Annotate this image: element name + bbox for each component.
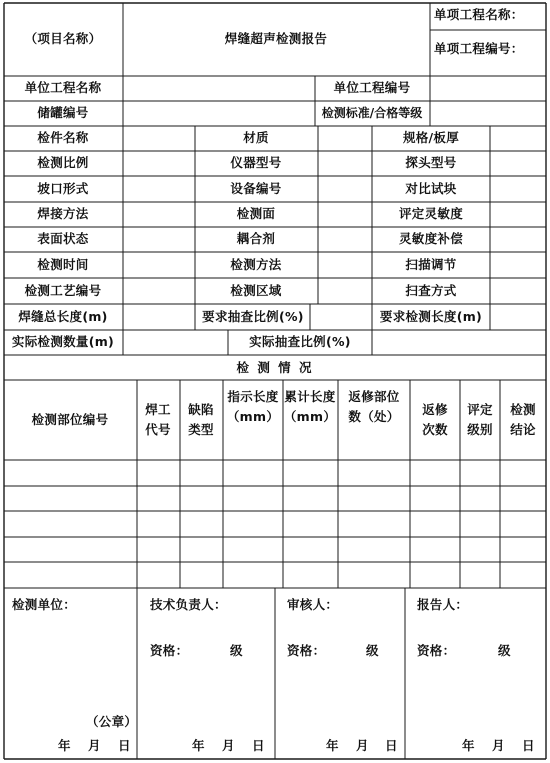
scan-adjust-label: 扫描调节	[405, 257, 457, 272]
required-length-label: 要求检测长度(m)	[379, 309, 483, 324]
surface-label: 表面状态	[37, 231, 89, 246]
date-month-3: 月	[356, 738, 369, 753]
col-conclusion: 检测结论	[510, 402, 536, 437]
groove-label: 坡口形式	[37, 181, 89, 196]
probe-label: 探头型号	[405, 155, 457, 170]
date-day-1: 日	[118, 738, 131, 753]
method-label: 检测方法	[230, 257, 282, 272]
col-repair-times: 返修次数	[422, 402, 448, 437]
col-repair-count: 返修部位数（处）	[348, 389, 400, 424]
test-block-label: 对比试块	[405, 181, 457, 196]
required-ratio-label: 要求抽查比例(%)	[202, 309, 304, 324]
scan-mode-label: 扫查方式	[405, 283, 457, 298]
item-name-label: 单项工程名称：	[434, 7, 524, 22]
seal-label: （公章）	[86, 714, 138, 729]
col-defect: 缺陷类型	[188, 402, 214, 437]
process-no-label: 检测工艺编号	[24, 283, 102, 298]
tech-lead-label: 技术负责人：	[150, 597, 227, 612]
date-year-4: 年	[462, 738, 475, 753]
sensitivity-label: 评定灵敏度	[398, 206, 464, 221]
reviewer-label: 审核人：	[287, 597, 339, 612]
date-day-4: 日	[522, 738, 535, 753]
reviewer-level-label: 级	[366, 643, 379, 658]
actual-count-label: 实际检测数量(m)	[11, 334, 115, 349]
date-year-2: 年	[192, 738, 205, 753]
tank-no-label: 储罐编号	[37, 105, 89, 120]
date-year-3: 年	[326, 738, 339, 753]
material-label: 材质	[243, 130, 269, 145]
instrument-label: 仪器型号	[230, 155, 282, 170]
reporter-qual-label: 资格：	[417, 643, 456, 658]
project-name-label: （项目名称）	[24, 31, 102, 46]
report-title: 焊缝超声检测报告	[224, 31, 328, 46]
date-month-1: 月	[88, 738, 101, 753]
inspection-section-title: 检 测 情 况	[236, 360, 314, 375]
date-year-1: 年	[58, 738, 71, 753]
tech-level-label: 级	[230, 643, 243, 658]
couplant-label: 耦合剂	[236, 231, 276, 246]
spec-label: 规格/板厚	[402, 130, 460, 145]
reporter-level-label: 级	[498, 643, 511, 658]
date-month-4: 月	[492, 738, 505, 753]
unit-name-label: 单位工程名称	[24, 80, 102, 95]
test-face-label: 检测面	[236, 206, 276, 221]
col-grade: 评定级别	[467, 402, 493, 437]
weld-method-label: 焊接方法	[37, 206, 89, 221]
date-month-2: 月	[222, 738, 235, 753]
col-cumulative: 累计长度（mm）	[283, 389, 337, 424]
part-name-label: 检件名称	[37, 130, 89, 145]
tech-qual-label: 资格：	[150, 643, 189, 658]
date-day-2: 日	[252, 738, 265, 753]
item-code-label: 单项工程编号：	[434, 41, 524, 56]
actual-ratio-label: 实际抽查比例(%)	[249, 334, 351, 349]
reporter-label: 报告人：	[417, 597, 469, 612]
standard-label: 检测标准/合格等级	[321, 106, 423, 120]
total-length-label: 焊缝总长度(m)	[18, 309, 108, 324]
org-label: 检测单位：	[12, 597, 77, 612]
unit-code-label: 单位工程编号	[333, 80, 411, 95]
col-welder: 焊工代号	[145, 402, 171, 437]
area-label: 检测区域	[230, 283, 282, 298]
col-indication: 指示长度（mm）	[226, 389, 280, 424]
ratio-label: 检测比例	[37, 155, 89, 170]
date-day-3: 日	[385, 738, 398, 753]
time-label: 检测时间	[37, 257, 89, 272]
reviewer-qual-label: 资格：	[287, 643, 326, 658]
col-part-no: 检测部位编号	[31, 412, 109, 427]
equipment-label: 设备编号	[230, 181, 282, 196]
compensation-label: 灵敏度补偿	[398, 231, 464, 246]
